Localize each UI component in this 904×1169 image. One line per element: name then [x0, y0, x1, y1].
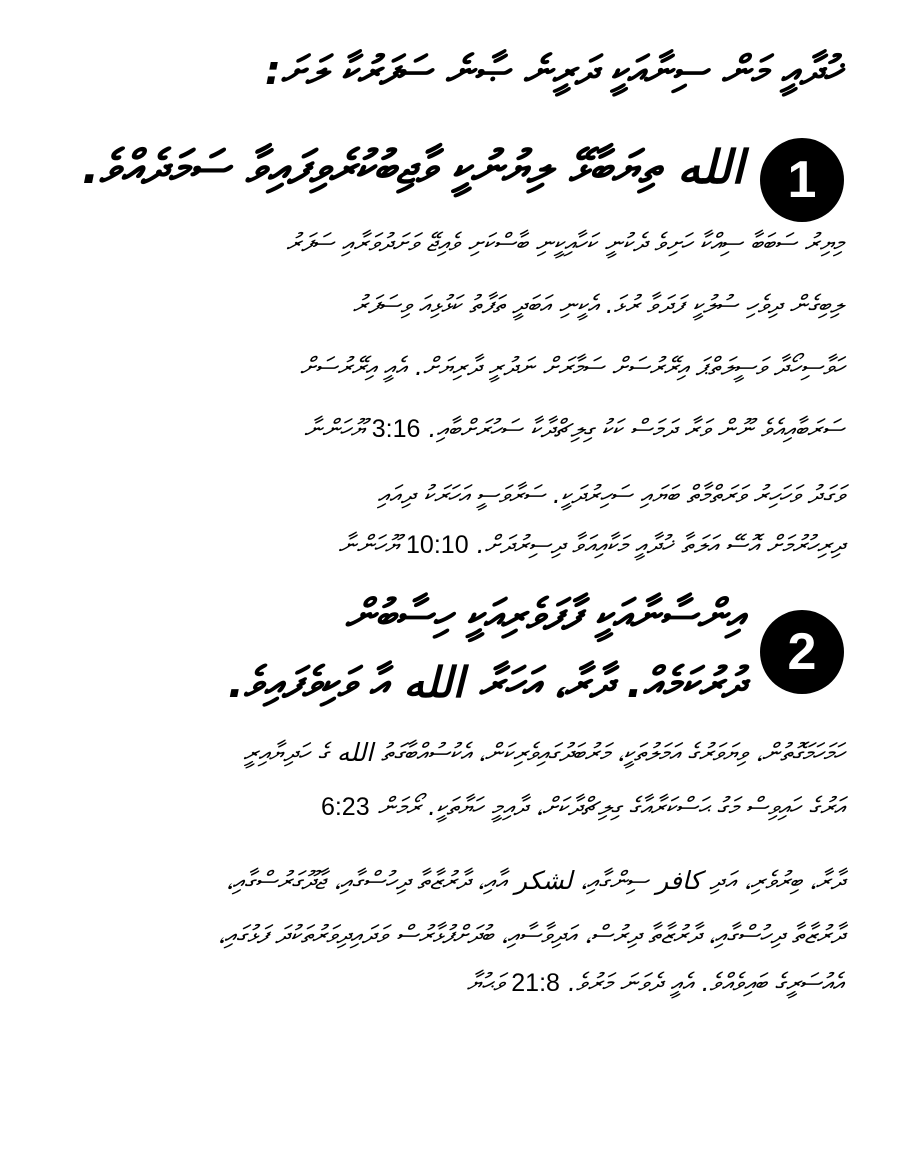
para1-line-2: ލިބިގެން ދިވެހި ސުލުކީ ފަދަވާ ރުޅަ. އެކީނި އަބަދީ ތަފާތު ކަޅުޅިއަ ވިސަފަރު — [352, 290, 844, 319]
verse-text: އެއުސަރީގެ ބައިވެއްވެ. އެއީ ދެވަނަ މަރުވެ. — [559, 968, 844, 997]
para4-line-3 — [467, 968, 844, 998]
verse-text: އަރުގެ ހައިވިސް މަގު ޙަސްކަރާއާގެ ގިލިޗްދާކަށް، ދާއިމީ ހަޔާތަކީ. ރޯމަން — [369, 792, 844, 821]
verse-text: ސަރަބާއިއެވެ ނޫން ވަރާ ދަމަސް ކަކު ގިލިޗްދާކާ ސަހުރަށްބާއި. — [420, 414, 844, 443]
para1-line-1: މިޔިރު ސަބަބާ ސިއްކާ ހަށިވެ ދެކުނީ ކަހާއިކީނި ބާސްކަށި ވެއިޖޭ ވަށަދުވަރާއި ސަފަރު — [286, 228, 844, 257]
verse-reference: 10:10 — [406, 531, 469, 559]
page-heading: ޚުދާއީ މަން ސިނާއަކީ ދަރީނެ ޞާނެ ސަފަރުކާ ލަށަ: — [264, 48, 842, 94]
verse-book: ވަޙުޔާ — [466, 968, 512, 997]
section-2-title-line-2: ދުރުކަމެއް. ދާރާ، އަހަރާ الله އާ ވަކިވެފައިވެ. — [227, 658, 744, 707]
section-2-number-badge: 2 — [760, 610, 844, 694]
para2-line-1: ވަގަދު ވަހަހިރު ވަރަތްމާތް ބަޔައި ސަހިރުދަކީ. ސަރާވަސީ އަހަރަކު ދިއައި — [377, 480, 844, 509]
verse-book: ޔޫހަންނާ — [304, 414, 372, 443]
section-2-title-line-1: އިންސާނާއަކީ ފާފަވެރިއަކީ ހިސާބުން — [345, 590, 744, 639]
para4-line-2: ދާރުޒާތާ ދިހުސްގާއި، ދާރުޒާތާ ދިރުސް، އަދިވާސާއި، ބުދަށްފުޅާރުސް ވަދައިދިވަރުތަކުދަ ފަޅުގައި، — [218, 920, 844, 949]
verse-reference: 6:23 — [320, 793, 370, 821]
para1-line-3: ހަވާސިހޯދާ ވަސީލަތްޕަ އިރޭރުސަށް ސަމާރަށް ނަދުރީ ދާރިޔަށް. އެއީ އިރޭރުސަށް — [299, 352, 844, 381]
verse-text: ދިރިހުރުމަށް އޮސޭ އަލަތާ ޚުދާއީ މަކާއިއަވާ ދިސިރުދަށް. — [468, 530, 844, 559]
para3-line-2 — [321, 792, 844, 822]
para4-line-1: ދާރާ، ބިރުވެރި، އަދި كافر ސިންގާއި، لشكر އާއި، ދާރުޒާތާ ދިހުސްގާއި، ޖާދޫގަރުސްގާއި، — [226, 866, 844, 895]
section-1-title: الله ތިޔަބާޅޭ ލިޔުނުކީ ވާޖިބުކުރެވިފައިވާ ސަމަދެއްވެ. — [81, 140, 744, 194]
verse-book: ޔޫހަންނާ — [338, 530, 407, 559]
section-1-number-badge: 1 — [760, 138, 844, 222]
verse-reference: 3:16 — [371, 415, 421, 443]
para1-line-4 — [304, 414, 844, 444]
para2-line-2 — [338, 530, 844, 560]
verse-reference: 21:8 — [511, 969, 560, 997]
para3-line-1: ހަމަހަމަގޮތުން، ވިޔަވަރުގެ އަމަލުތަކީ، މަރުބަދުގައިވެރިކަން، އެކުސުއްބާގަތު الله ގެ ހަދިޔާއިރީ — [243, 738, 844, 767]
